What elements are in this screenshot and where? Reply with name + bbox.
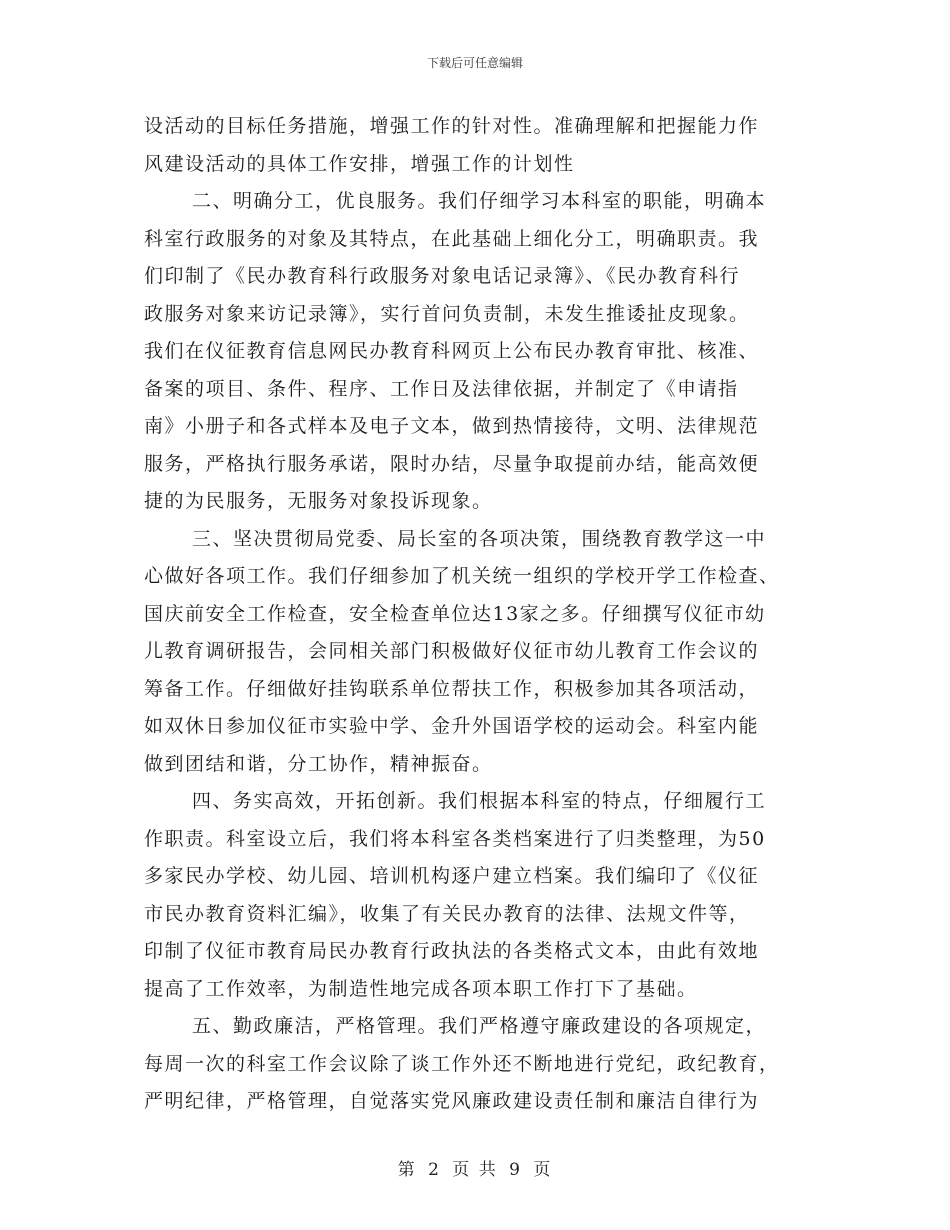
footer-label-page: 第 [397,1160,417,1180]
total-pages-number: 9 [509,1160,522,1180]
text-line: 南》小册子和各式样本及电子文本，做到热情接待，文明、法律规范 [144,415,760,437]
text-line: 市民办教育资料汇编》，收集了有关民办教育的法律、法规文件等， [144,902,750,925]
text-line: 们印制了《民办教育科行政服务对象电话记录簿》、《民办教育科行 [144,265,741,287]
text-line: 捷的为民服务，无服务对象投诉现象。 [144,490,493,512]
text-line: 政服务对象来访记录簿》，实行首问负责制，未发生推诿扯皮现象。 [144,302,750,325]
text-line: 每周一次的科室工作会议除了谈工作外还不断地进行党纪，政纪教育， [144,1052,780,1075]
text-line: 作职责。科室设立后，我们将本科室各类档案进行了归类整理，为50 [144,827,766,850]
text-line: 如双休日参加仪征市实验中学、金升外国语学校的运动会。科室内能 [144,715,760,737]
text-line: 印制了仪征市教育局民办教育行政执法的各类格式文本，由此有效地 [144,940,760,962]
text-line: 筹备工作。仔细做好挂钩联系单位帮扶工作，积极参加其各项活动， [144,677,760,700]
header-text: 下载后可任意编辑 [426,56,523,70]
footer-label-end: 页 [533,1160,553,1180]
text-line: 提高了工作效率，为制造性地完成各项本职工作打下了基础。 [144,977,698,1000]
page-footer [0,1155,950,1180]
text-line: 服务，严格执行服务承诺，限时办结，尽量争取提前办结，能高效便 [144,452,760,475]
footer-label-of: 页 共 [452,1160,498,1180]
text-line: 科室行政服务的对象及其特点，在此基础上细化分工，明确职责。我 [144,227,760,250]
current-page-number: 2 [428,1160,441,1180]
text-line: 心做好各项工作。我们仔细参加了机关统一组织的学校开学工作检查、 [144,565,780,587]
text-line: 国庆前安全工作检查，安全检查单位达13家之多。仔细撰写仪征市幼 [144,602,766,625]
text-line: 儿教育调研报告，会同相关部门积极做好仪征市幼儿教育工作会议的 [144,640,760,662]
text-line: 备案的项目、条件、程序、工作日及法律依据，并制定了《申请指 [144,377,739,400]
text-line: 做到团结和谐，分工协作，精神振奋。 [144,752,493,775]
text-line: 严明纪律，严格管理，自觉落实党风廉政建设责任制和廉洁自律行为 [144,1090,760,1112]
paragraph-first-line: 三、坚决贯彻局党委、局长室的各项决策，围绕教育教学这一中 [192,527,767,550]
document-body [144,108,804,1121]
paragraph-first-line: 五、勤政廉洁，严格管理。我们严格遵守廉政建设的各项规定， [192,1015,767,1037]
text-line: 我们在仪征教育信息网民办教育科网页上公布民办教育审批、核准、 [144,340,760,362]
text-line: 多家民办学校、幼儿园、培训机构逐户建立档案。我们编印了《仪征 [144,865,760,887]
text-line: 风建设活动的具体工作安排，增强工作的计划性 [144,152,575,175]
text-line: 设活动的目标任务措施，增强工作的针对性。准确理解和把握能力作 [144,115,760,137]
paragraph-first-line: 二、明确分工，优良服务。我们仔细学习本科室的职能，明确本 [192,190,767,212]
page-header [0,54,950,71]
paragraph-first-line: 四、务实高效，开拓创新。我们根据本科室的特点，仔细履行工 [192,790,767,812]
